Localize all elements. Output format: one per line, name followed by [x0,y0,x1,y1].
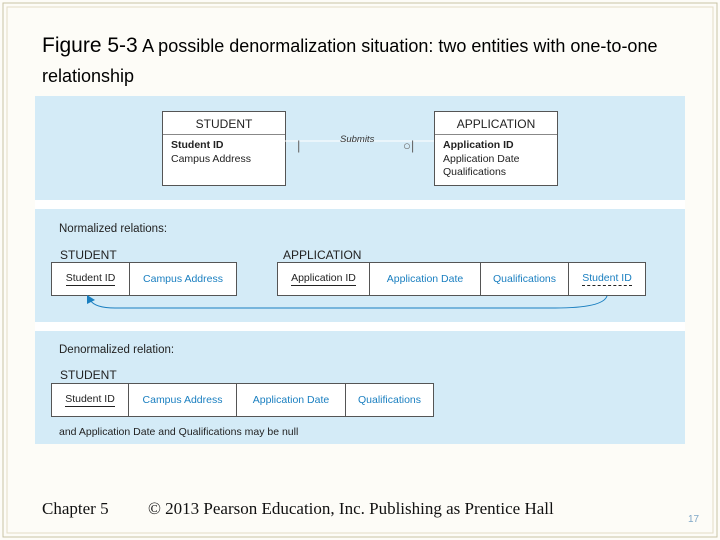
application-entity-attr: Qualifications [443,166,507,178]
figure-panel [35,96,685,444]
denormalized-student-table [51,383,434,417]
student-entity-name: STUDENT [163,112,285,135]
section-divider [35,200,685,209]
optional-one-cardinality-mark: ○| [403,138,415,153]
column-application-date: Application Date [370,263,481,295]
figure-label: Figure 5-3 [42,34,138,57]
copyright-notice: © 2013 Pearson Education, Inc. Publishing as Prentice Hall [148,499,554,518]
normalized-label: Normalized relations: [59,223,168,235]
normalized-application-name: APPLICATION [283,248,362,262]
slide-title [42,32,702,92]
column-application-id: Application ID [278,263,370,295]
column-qualifications: Qualifications [357,394,422,406]
column-campus-address: Campus Address [143,273,223,285]
denormalized-label: Denormalized relation: [59,344,175,356]
normalized-student-table [51,262,237,296]
null-note: and Application Date and Qualifications may be null [59,426,299,438]
student-entity [162,111,286,186]
normalized-student-name: STUDENT [60,248,117,262]
figure-caption: A possible denormalization situation: two entities with one-to-one relationship [42,36,658,86]
column-qualifications: Qualifications [481,263,569,295]
page-number: 17 [688,514,700,525]
section-divider [35,322,685,331]
column-student-id: Student ID [52,384,129,416]
application-entity [434,111,558,186]
application-entity-key: Application ID [443,139,514,151]
chapter-label: Chapter 5 [42,499,109,518]
application-entity-name: APPLICATION [435,112,557,135]
one-cardinality-mark: | [297,138,301,153]
denormalized-student-name: STUDENT [60,368,117,382]
relationship-label: Submits [340,134,375,145]
column-application-date: Application Date [237,384,346,416]
student-entity-key: Student ID [171,139,224,151]
foreign-key-arrow [35,292,685,318]
column-campus-address: Campus Address [129,384,237,416]
column-student-id: Student ID [52,263,130,295]
application-entity-attr: Application Date [443,152,520,165]
normalized-application-table [277,262,646,296]
column-student-id-fk: Student ID [582,272,632,284]
student-entity-attr: Campus Address [171,152,251,165]
